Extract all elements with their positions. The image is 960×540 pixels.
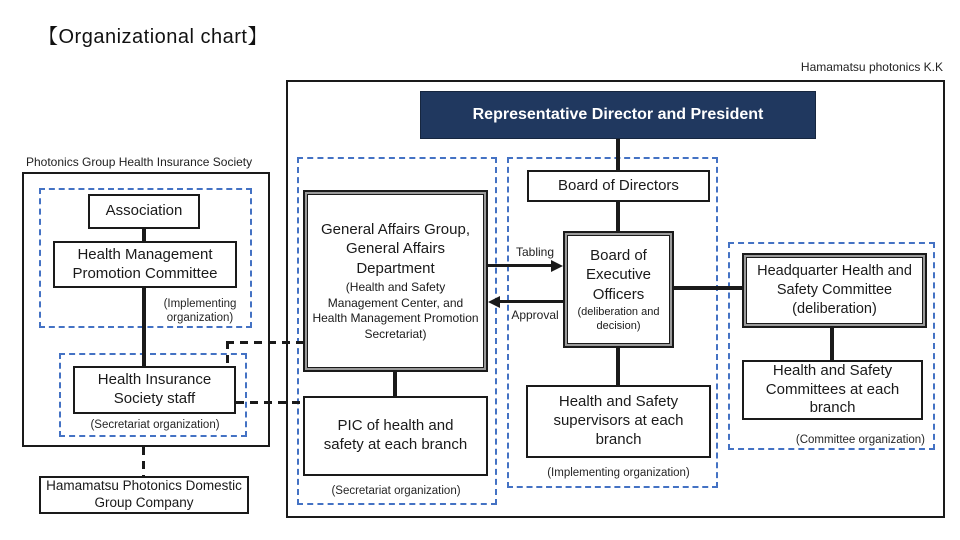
connector-directors-executive: [616, 202, 620, 231]
implementing-org-note: (Implementing organization): [163, 298, 237, 325]
dashed-connector-staff-generalaffairs-v: [226, 341, 229, 367]
president-banner: [420, 91, 816, 139]
tabling-label: Tabling: [515, 245, 555, 259]
dashed-connector-staff-generalaffairs-h: [226, 341, 303, 344]
approval-arrowhead-icon: [488, 296, 500, 308]
dashed-connector-staff-pic: [236, 401, 303, 404]
insurance-society-label: Photonics Group Health Insurance Society: [26, 155, 253, 169]
headquarter-committee-note: (deliberation): [792, 300, 877, 317]
approval-arrow-shaft: [499, 300, 563, 303]
general-affairs-box: [303, 190, 488, 372]
executive-officers-note: (deliberation and decision): [577, 306, 660, 332]
tabling-arrow-shaft: [488, 264, 554, 267]
executive-officers-label: Board of Executive Officers: [585, 246, 652, 303]
insurance-staff-label: Health Insurance Society staff: [97, 371, 212, 407]
connector-association-committee: [142, 229, 146, 241]
domestic-company-label: Hamamatsu Photonics Domestic Group Company: [46, 478, 242, 510]
general-affairs-title: General Affairs Group, General Affairs Department: [321, 220, 470, 277]
dashed-connector-society-domestic: [142, 447, 145, 476]
connector-executive-headquarter: [674, 286, 742, 290]
page-title: 【Organizational chart】: [38, 26, 268, 48]
implementing-org-note-center: (Implementing organization): [547, 467, 690, 479]
supervisors-box: [526, 385, 711, 458]
connector-executive-supervisors: [616, 348, 620, 385]
tabling-arrowhead-icon: [551, 260, 563, 272]
branch-committees-box: [742, 360, 923, 420]
pic-branch-label: PIC of health and safety at each branch: [323, 417, 468, 453]
executive-officers-box: [563, 231, 674, 348]
secretariat-org-note-center: (Secretariat organization): [331, 485, 461, 497]
general-affairs-subtitle: (Health and Safety Management Center, and Health Management Promotion Secretariat): [312, 280, 479, 341]
headquarter-committee-box: [742, 253, 927, 328]
pic-branch-box: [303, 396, 488, 476]
company-name-label: Hamamatsu photonics K.K: [800, 60, 943, 74]
insurance-staff-box: [73, 366, 236, 414]
association-box: [88, 194, 200, 229]
headquarter-committee-label: Headquarter Health and Safety Committee: [757, 263, 912, 299]
promotion-committee-label: Health Management Promotion Committee: [72, 245, 218, 282]
domestic-company-box: [39, 476, 249, 514]
approval-label: Approval: [511, 308, 559, 322]
committee-org-note: (Committee organization): [795, 434, 925, 446]
connector-headquarter-branch: [830, 328, 834, 360]
supervisors-label: Health and Safety supervisors at each branch: [553, 393, 684, 448]
connector-president-directors: [616, 139, 620, 170]
branch-committees-label: Health and Safety Committees at each branch: [765, 361, 900, 417]
connector-committee-staff: [142, 288, 146, 366]
board-of-directors-box: [527, 170, 710, 202]
promotion-committee-box: [53, 241, 237, 288]
connector-generalaffairs-pic: [393, 372, 397, 396]
secretariat-org-note-left: (Secretariat organization): [90, 419, 220, 431]
board-of-directors-label: Board of Directors: [558, 176, 679, 194]
president-label: Representative Director and President: [472, 106, 764, 123]
association-box-label: Association: [105, 202, 183, 220]
